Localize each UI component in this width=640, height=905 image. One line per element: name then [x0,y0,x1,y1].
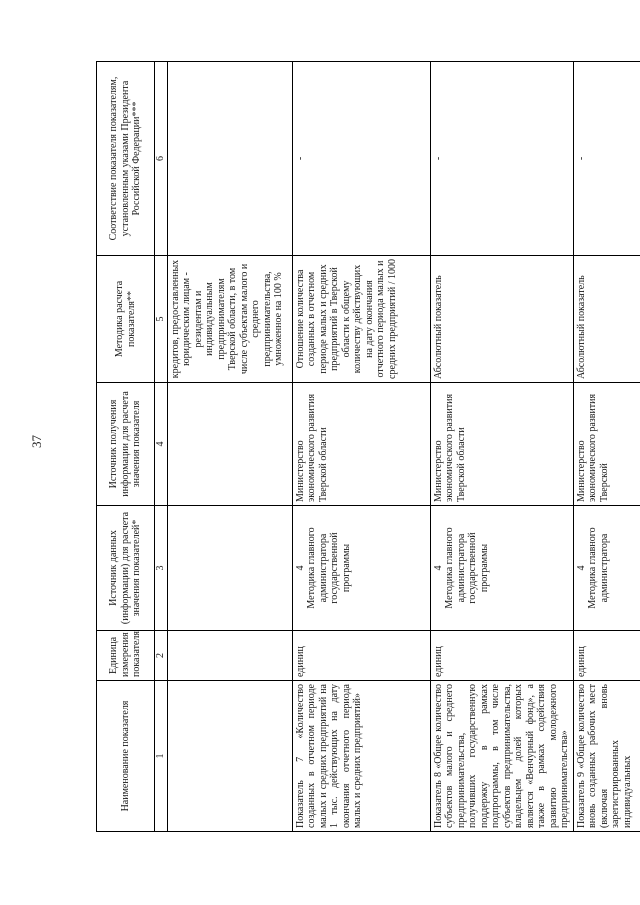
header-indicator-name: Наименование показателя [97,681,155,832]
column-number-row [155,62,168,832]
table-header-row [97,62,155,832]
column-number: 2 [155,631,168,681]
indicator-name-cell: Показатель 7 «Количество созданных в отчетном периоде малых и средних предприятий на 1 тыс. действующих на дату окончания отчетного периода малых и средних предприятий» [292,681,430,832]
indicator-name-cell [167,681,292,832]
table-row [167,62,292,832]
data-source-cell: 4 Методика главного администратора [573,506,640,631]
header-compliance: Соответствие показателя показателям, установленным указами Президента Российской Федерации*** [97,62,155,256]
header-data-source: Источник данных (информации) для расчета значения показателей* [97,506,155,631]
data-source-cell: 4 Методика главного администратора государственной программы [292,506,430,631]
compliance-cell: - [573,62,640,256]
info-source-cell [167,383,292,506]
method-cell: Абсолютный показатель [573,256,640,383]
table-row [430,62,573,832]
header-method: Методика расчета показателя** [97,256,155,383]
column-number: 1 [155,681,168,832]
unit-cell: единиц [292,631,430,681]
page-number: 37 [29,435,44,448]
info-source-cell: Министерство экономического развития Тверской [573,383,640,506]
compliance-cell [167,62,292,256]
unit-cell: единиц [573,631,640,681]
table-row [292,62,430,832]
column-number: 3 [155,506,168,631]
info-source-cell: Министерство экономического развития Тверской области [430,383,573,506]
unit-cell [167,631,292,681]
column-number: 6 [155,62,168,256]
table-row [573,62,640,832]
header-unit: Единица измерения показателя [97,631,155,681]
rotated-page-content [96,62,634,832]
data-source-cell [167,506,292,631]
method-cell: кредитов, предоставленных юридическим лицам - резидентам и индивидуальным предпринимателям Тверской области, в том числе субъектам малого и среднего предпринимательства, умноженное на 100 % [167,256,292,383]
info-source-cell: Министерство экономического развития Тверской области [292,383,430,506]
compliance-cell: - [292,62,430,256]
data-source-cell: 4 Методика главного администратора государственной программы [430,506,573,631]
column-number: 5 [155,256,168,383]
method-cell: Отношение количества созданных в отчетном периоде малых и средних предприятий в Тверской области к общему количеству действующих на дату окончания отчетного периода малых и средних предприятий / 1000 [292,256,430,383]
indicators-table [96,61,640,832]
indicator-name-cell: Показатель 8 «Общее количество субъектов малого и среднего предпринимательства, получивших государственную поддержку в рамках подпрограммы, в том числе субъектов предпринимательства, владельцем долей которых является «Венчурный фонд», а также в рамках содействия развитию молодежного предпринимательства» [430,681,573,832]
unit-cell: единиц [430,631,573,681]
column-number: 4 [155,383,168,506]
header-info-source: Источник получения информации для расчета значения показателя [97,383,155,506]
method-cell: Абсолютный показатель [430,256,573,383]
compliance-cell: - [430,62,573,256]
indicator-name-cell: Показатель 9 «Общее количество вновь созданных рабочих мест (включая вновь зарегистрированных индивидуальных [573,681,640,832]
